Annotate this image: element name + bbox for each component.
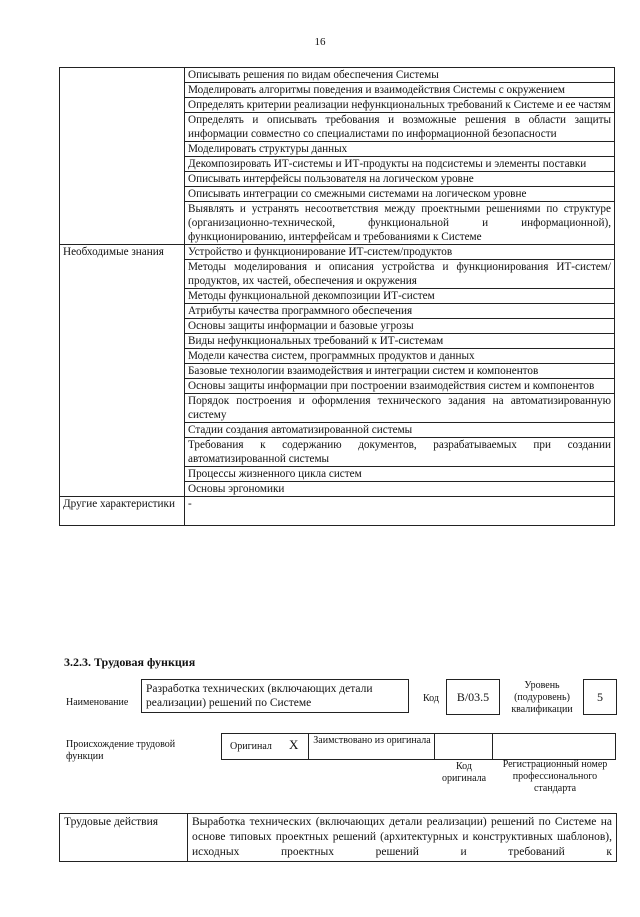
table-cell: Процессы жизненного цикла систем (185, 467, 615, 482)
reg-caption: Регистрационный номер профессионального стандарта (502, 759, 608, 794)
function-name-box (141, 679, 409, 713)
table-cell: Модели качества систем, программных продуктов и данных (185, 349, 615, 364)
table-cell: Выявлять и устранять несоответствия между проектными решениями по структуре (организационно-технической, функциональной и информационной), функционированию, интерфейсам и требованиями к Системе (185, 202, 615, 245)
table-cell: Определять и описывать требования и возможные решения в области защиты информации совместно со специалистами по информационной безопасности (185, 113, 615, 142)
origin-divider (308, 734, 309, 759)
table-cell: Основы эргономики (185, 482, 615, 497)
actions-text: Выработка технических (включающих детали реализации) решений по Системе на основе типовых проектных решений (архитектурных и конструктивных шаблонов), исходных проектных решений и требований к (188, 814, 617, 862)
other-label: Другие характеристики (60, 497, 185, 526)
table-cell: Требования к содержанию документов, разрабатываемых при создании автоматизированной системы (185, 438, 615, 467)
table-cell: Определять критерии реализации нефункциональных требований к Системе и ее частям (185, 98, 615, 113)
table-row (60, 497, 615, 526)
table-cell: Основы защиты информации при построении взаимодействия систем и компонентов (185, 379, 615, 394)
table-cell: Атрибуты качества программного обеспечения (185, 304, 615, 319)
table-cell: Описывать интерфейсы пользователя на логическом уровне (185, 172, 615, 187)
other-value: - (185, 497, 615, 526)
origin-box (221, 733, 616, 760)
qualification-level: 5 (583, 679, 617, 715)
origin-divider (492, 734, 493, 759)
table-cell: Базовые технологии взаимодействия и интеграции систем и компонентов (185, 364, 615, 379)
table-row (60, 814, 617, 862)
code-caption: Код оригинала (441, 761, 487, 784)
actions-label: Трудовые действия (60, 814, 188, 862)
original-label: Оригинал (230, 741, 272, 752)
table-cell: Методы функциональной декомпозиции ИТ-систем (185, 289, 615, 304)
code-label: Код (423, 693, 439, 704)
table-cell: Методы моделирования и описания устройства и функционирования ИТ-систем/продуктов, их частей, обеспечения и окружения (185, 260, 615, 289)
table-cell: Моделировать алгоритмы поведения и взаимодействия Системы с окружением (185, 83, 615, 98)
actions-table (59, 813, 617, 862)
row-label: Необходимые знания (60, 245, 185, 497)
table-cell: Моделировать структуры данных (185, 142, 615, 157)
table-row (60, 245, 615, 260)
function-code: B/03.5 (446, 679, 500, 715)
table-cell: Стадии создания автоматизированной системы (185, 423, 615, 438)
skills-knowledge-table (59, 67, 615, 526)
section-title: 3.2.3. Трудовая функция (64, 655, 196, 669)
table-cell: Виды нефункциональных требований к ИТ-системам (185, 334, 615, 349)
table-cell: Описывать интеграции со смежными системами на логическом уровне (185, 187, 615, 202)
origin-divider (434, 734, 435, 759)
table-cell: Описывать решения по видам обеспечения Системы (185, 68, 615, 83)
function-name: Разработка технических (включающих детали реализации) решений по Системе (146, 683, 373, 709)
name-label: Наименование (66, 697, 129, 708)
table-cell: Основы защиты информации и базовые угрозы (185, 319, 615, 334)
origin-label: Происхождение трудовой функции (66, 739, 176, 762)
page-number: 16 (314, 36, 326, 48)
table-cell: Декомпозировать ИТ-системы и ИТ-продукты на подсистемы и элементы поставки (185, 157, 615, 172)
borrowed-label: Заимствовано из оригинала (313, 735, 431, 746)
row-label (60, 68, 185, 245)
level-label: Уровень (подуровень) квалификации (511, 680, 573, 715)
table-cell: Устройство и функционирование ИТ-систем/продуктов (185, 245, 615, 260)
original-mark: X (289, 737, 299, 752)
table-row (60, 68, 615, 83)
table-cell: Порядок построения и оформления технического задания на автоматизированную систему (185, 394, 615, 423)
